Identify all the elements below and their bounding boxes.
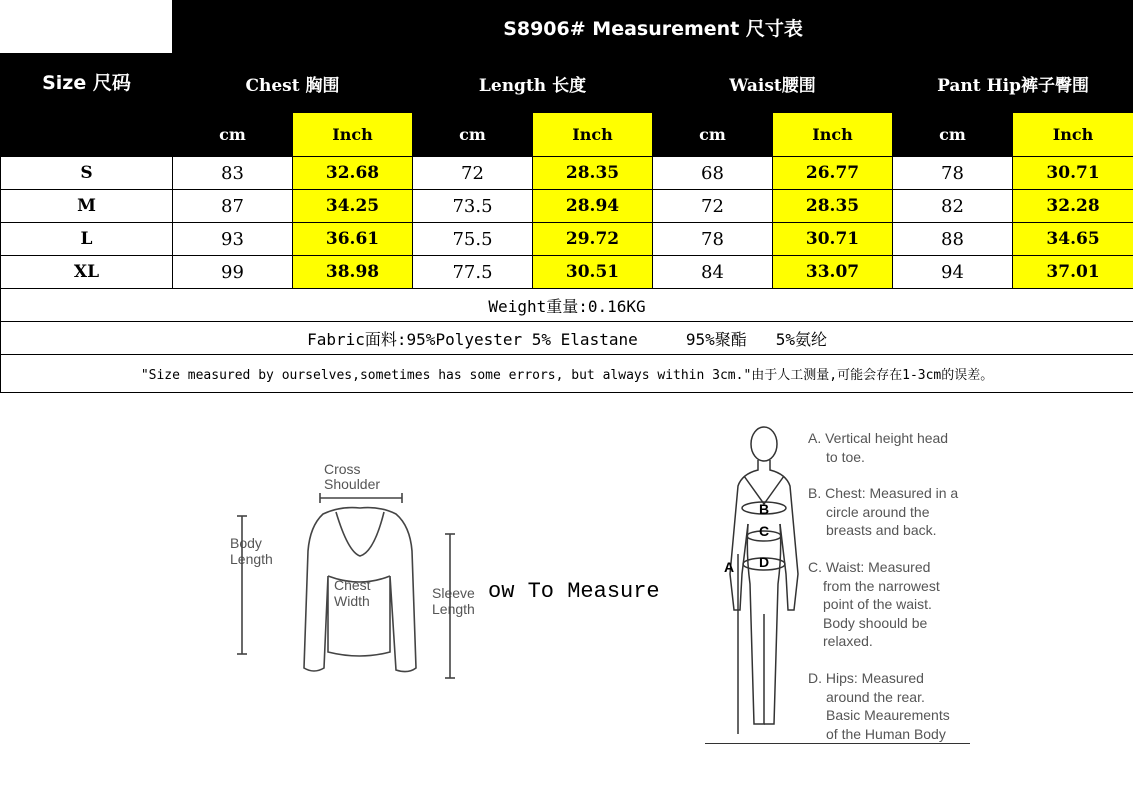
table-row (1, 157, 1133, 190)
hip-inch: 32.28 (1013, 190, 1133, 223)
size-header: Size 尺码 (1, 54, 173, 157)
disclaimer-row: "Size measured by ourselves,sometimes has some errors, but always within 3cm."由于人工测量,可能会存在1-3cm的误差。 (1, 355, 1133, 393)
waist-cm: 68 (653, 157, 773, 190)
waist-inch: 26.77 (773, 157, 893, 190)
table-corner (1, 1, 173, 54)
table-row (1, 223, 1133, 256)
how-to-measure-label: ow To Measure (488, 579, 660, 604)
sleeve-length-label-1: Sleeve (432, 585, 475, 601)
waist-cm: 84 (653, 256, 773, 289)
length-inch: 30.51 (533, 256, 653, 289)
size-label: XL (1, 256, 173, 289)
chest-inch: 34.25 (293, 190, 413, 223)
waist-inch: 28.35 (773, 190, 893, 223)
chest-cm: 87 (173, 190, 293, 223)
pant-hip-header: Pant Hip裤子臀围 (893, 54, 1133, 113)
unit-inch: Inch (1013, 113, 1133, 157)
marker-d: D (759, 554, 770, 570)
waist-cm: 72 (653, 190, 773, 223)
chest-width-label-1: Chest (334, 577, 371, 593)
length-inch: 28.94 (533, 190, 653, 223)
table-title: S8906# Measurement 尺寸表 (173, 1, 1133, 54)
hip-cm: 82 (893, 190, 1013, 223)
unit-inch: Inch (293, 113, 413, 157)
unit-inch: Inch (773, 113, 893, 157)
unit-inch: Inch (533, 113, 653, 157)
cross-label-1: Cross (324, 461, 361, 477)
note-a: A. Vertical height head to toe. (808, 430, 949, 465)
unit-cm: cm (893, 113, 1013, 157)
hip-inch: 30.71 (1013, 157, 1133, 190)
size-chart-table (0, 0, 1133, 393)
hip-cm: 94 (893, 256, 1013, 289)
unit-cm: cm (413, 113, 533, 157)
chest-inch: 38.98 (293, 256, 413, 289)
marker-b: B (759, 501, 770, 517)
length-cm: 77.5 (413, 256, 533, 289)
chest-cm: 93 (173, 223, 293, 256)
sleeve-length-label-2: Length (432, 601, 475, 617)
chest-cm: 99 (173, 256, 293, 289)
note-d: D. Hips: Measured around the rear. Basic Meaurements of the Human Body (808, 670, 950, 742)
length-cm: 73.5 (413, 190, 533, 223)
cross-label-2: Shoulder (324, 476, 381, 492)
fabric-row: Fabric面料:95%Polyester 5% Elastane 95%聚酯 5%氨纶 (1, 322, 1133, 355)
hip-cm: 78 (893, 157, 1013, 190)
length-cm: 75.5 (413, 223, 533, 256)
length-header: Length 长度 (413, 54, 653, 113)
shirt-diagram (228, 456, 498, 686)
note-b: B. Chest: Measured in a circle around the breasts and back. (808, 485, 959, 538)
waist-inch: 33.07 (773, 256, 893, 289)
note-c: C. Waist: Measured from the narrowest point of the waist. Body shoould be relaxed. (808, 559, 940, 649)
chest-inch: 32.68 (293, 157, 413, 190)
waist-header: Waist腰围 (653, 54, 893, 113)
length-cm: 72 (413, 157, 533, 190)
marker-a: A (724, 559, 735, 575)
body-length-label-2: Length (230, 551, 273, 567)
table-row (1, 190, 1133, 223)
table-row (1, 256, 1133, 289)
length-inch: 28.35 (533, 157, 653, 190)
chest-width-label-2: Width (334, 593, 370, 609)
size-label: M (1, 190, 173, 223)
waist-inch: 30.71 (773, 223, 893, 256)
body-length-label-1: Body (230, 535, 262, 551)
hip-inch: 37.01 (1013, 256, 1133, 289)
size-label: L (1, 223, 173, 256)
body-diagram (712, 424, 812, 744)
chest-cm: 83 (173, 157, 293, 190)
weight-row: Weight重量:0.16KG (1, 289, 1133, 322)
unit-cm: cm (173, 113, 293, 157)
hip-cm: 88 (893, 223, 1013, 256)
size-label: S (1, 157, 173, 190)
body-diagram-baseline (705, 743, 970, 744)
marker-c: C (759, 523, 770, 539)
chest-header: Chest 胸围 (173, 54, 413, 113)
waist-cm: 78 (653, 223, 773, 256)
unit-cm: cm (653, 113, 773, 157)
length-inch: 29.72 (533, 223, 653, 256)
chest-inch: 36.61 (293, 223, 413, 256)
hip-inch: 34.65 (1013, 223, 1133, 256)
